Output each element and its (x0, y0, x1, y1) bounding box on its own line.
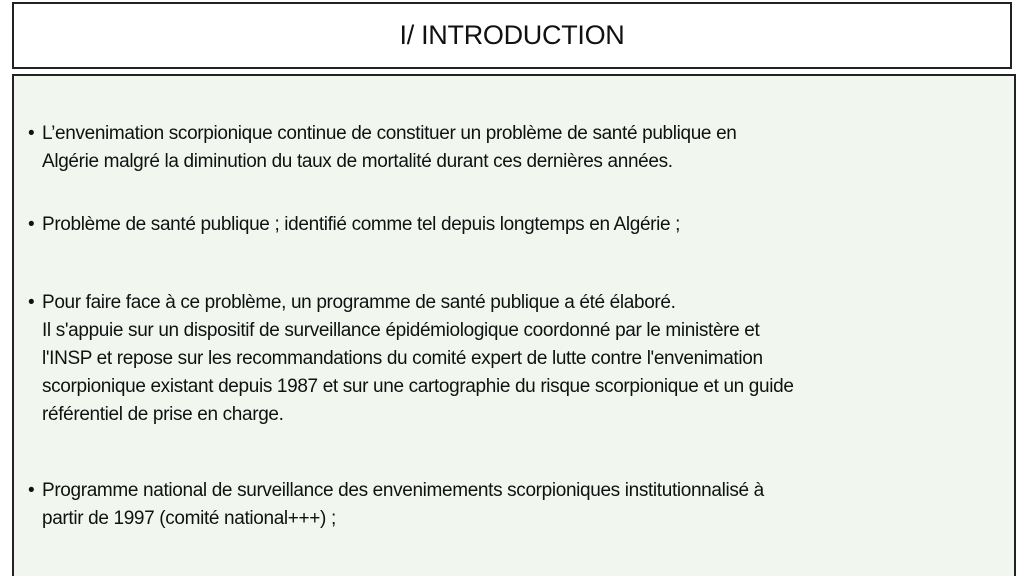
bullet-dot: • (28, 214, 35, 235)
bullet-dot: • (28, 292, 35, 313)
bullet-text (42, 477, 1008, 533)
bullet-text (42, 120, 1008, 176)
bullet-text (42, 289, 1008, 429)
bullet-line: référentiel de prise en charge. (42, 404, 284, 425)
content-box (12, 74, 1016, 576)
bullet-item (28, 120, 1008, 176)
bullet-line: Problème de santé publique ; identifié comme tel depuis longtemps en Algérie ; (42, 214, 681, 235)
bullet-line: partir de 1997 (comité national+++) ; (42, 508, 336, 529)
bullet-item (28, 289, 1008, 429)
bullet-line: Pour faire face à ce problème, un programme de santé publique a été élaboré. (42, 292, 676, 313)
bullet-item (28, 211, 1008, 239)
bullet-dot: • (28, 480, 35, 501)
slide-title: I/ INTRODUCTION (399, 20, 625, 50)
bullet-line: L’envenimation scorpionique continue de constituer un problème de santé publique en (42, 123, 737, 144)
bullet-item (28, 477, 1008, 533)
bullet-line: l'INSP et repose sur les recommandations du comité expert de lutte contre l'envenimation (42, 348, 763, 369)
bullet-line: scorpionique existant depuis 1987 et sur une cartographie du risque scorpionique et un guide (42, 376, 794, 397)
bullet-line: Programme national de surveillance des envenimements scorpioniques institutionnalisé à (42, 480, 764, 501)
bullet-text (42, 211, 1008, 239)
bullet-line: Algérie malgré la diminution du taux de mortalité durant ces dernières années. (42, 151, 673, 172)
title-box (12, 2, 1012, 69)
bullet-dot: • (28, 123, 35, 144)
bullet-line: Il s'appuie sur un dispositif de surveillance épidémiologique coordonné par le ministère et (42, 320, 760, 341)
